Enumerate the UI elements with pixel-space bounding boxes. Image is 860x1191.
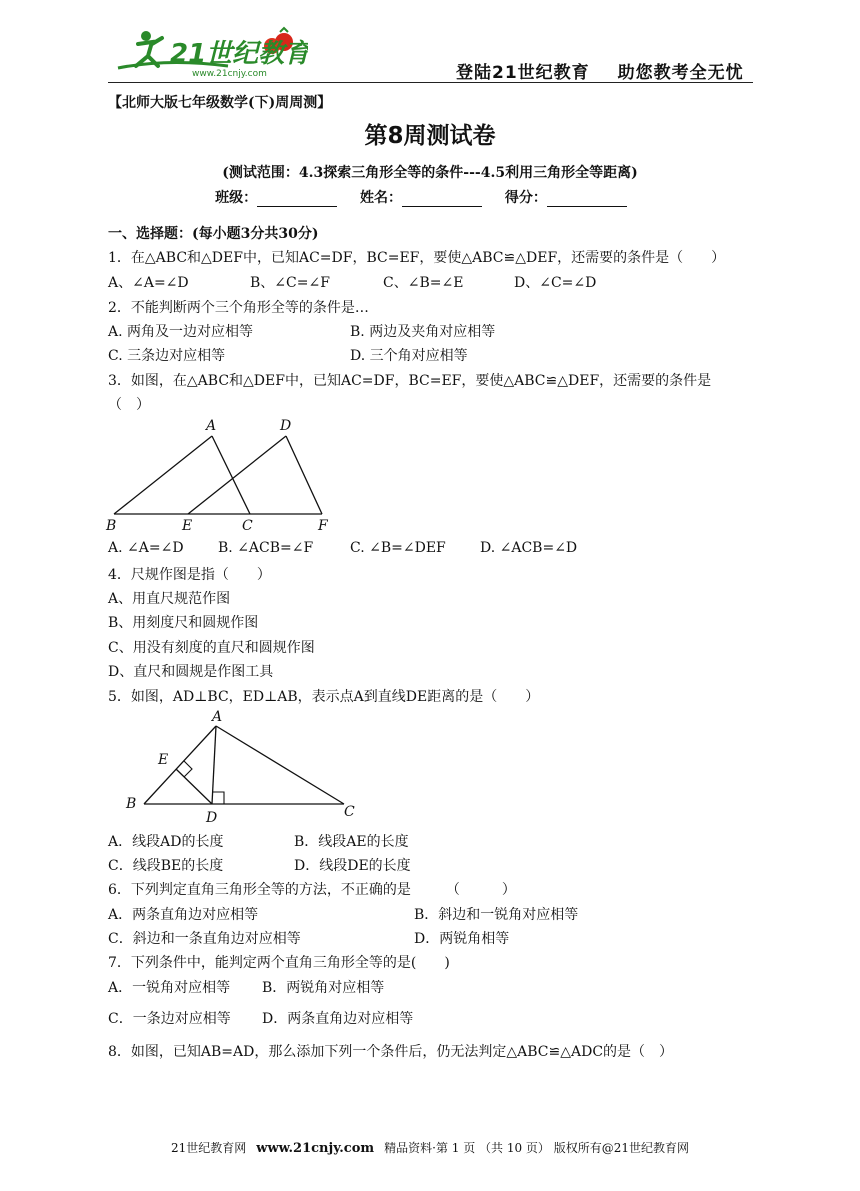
q5-option-d: D．线段DE的长度 (294, 858, 411, 874)
footer-left: 21世纪教育网 (170, 1141, 247, 1155)
q3-label-b: B (106, 518, 117, 534)
logo (108, 22, 308, 82)
q8-stem: 8．如图，已知AB=AD，那么添加下列一个条件后，仍无法判定△ABC≌△ADC的是（ ） (108, 1044, 674, 1060)
q1-stem: 1．在△ABC和△DEF中，已知AC=DF，BC=EF，要使△ABC≌△DEF，还需要的条件是（ ） (108, 250, 726, 266)
slogan-right: 助您教考全无忧 (617, 63, 744, 83)
q2-option-b: B. 两边及夹角对应相等 (350, 324, 496, 340)
name-blank[interactable] (402, 193, 482, 207)
class-blank[interactable] (257, 193, 337, 207)
q4-option-d: D、直尺和圆规是作图工具 (108, 664, 274, 680)
q1-option-b: B、∠C=∠F (250, 275, 330, 291)
q3-label-a: A (206, 418, 217, 434)
q3-option-d: D. ∠ACB=∠D (480, 540, 578, 556)
q6-option-c: C．斜边和一条直角边对应相等 (108, 931, 301, 947)
q3-label-d: D (280, 418, 292, 434)
page-title: 第8周测试卷 (364, 123, 496, 149)
header-slogan (456, 58, 744, 83)
q3-option-b: B. ∠ACB=∠F (218, 540, 314, 556)
q3-option-c: C. ∠B=∠DEF (350, 540, 446, 556)
score-label: 得分： (504, 190, 547, 206)
score-blank[interactable] (547, 193, 627, 207)
q5-label-e: E (158, 752, 169, 768)
q5-label-c: C (344, 804, 355, 820)
class-label: 班级： (215, 190, 258, 206)
q3-label-e: E (182, 518, 193, 534)
q2-option-c: C. 三条边对应相等 (108, 348, 226, 364)
section-heading: 一、选择题：(每小题3分共30分) (108, 226, 319, 242)
name-label: 姓名： (360, 190, 402, 206)
q7-stem: 7．下列条件中，能判定两个直角三角形全等的是( ) (108, 955, 450, 971)
q2-stem: 2．不能判断两个三个角形全等的条件是… (108, 300, 369, 316)
q5-stem: 5．如图，AD⊥BC，ED⊥AB，表示点A到直线DE距离的是（ ） (108, 689, 540, 705)
test-scope: (测试范围：4.3探索三角形全等的条件---4.5利用三角形全等距离) (222, 165, 638, 181)
q6-stem: 6．下列判定直角三角形全等的方法，不正确的是 （ ） (108, 882, 516, 898)
q5-figure (118, 706, 368, 826)
q4-stem: 4．尺规作图是指（ ） (108, 567, 271, 583)
footer-right: 精品资料·第 1 页 （共 10 页） 版权所有@21世纪教育网 (384, 1141, 690, 1155)
q1-option-c: C、∠B=∠E (383, 275, 464, 291)
logo-graphic (108, 22, 308, 82)
page-footer (0, 1139, 860, 1156)
series-label: 【北师大版七年级数学(下)周周测】 (108, 95, 332, 111)
q5-label-b: B (126, 796, 137, 812)
q5-option-a: A．线段AD的长度 (108, 834, 224, 850)
q3-figure (100, 414, 340, 536)
q5-option-c: C．线段BE的长度 (108, 858, 224, 874)
footer-site-link[interactable]: www.21cnjy.com (256, 1141, 375, 1156)
q4-option-c: C、用没有刻度的直尺和圆规作图 (108, 640, 315, 656)
q6-option-a: A．两条直角边对应相等 (108, 907, 259, 923)
q5-label-d: D (206, 810, 218, 826)
q7-option-b: B．两锐角对应相等 (262, 980, 385, 996)
q3-label-c: C (242, 518, 253, 534)
q3-label-f: F (318, 518, 328, 534)
q4-option-a: A、用直尺规范作图 (108, 591, 231, 607)
q6-option-d: D．两锐角相等 (414, 931, 510, 947)
q1-option-a: A、∠A=∠D (108, 275, 189, 291)
header-divider (108, 82, 753, 83)
q5-label-a: A (212, 709, 223, 725)
q5-option-b: B．线段AE的长度 (294, 834, 409, 850)
q7-option-a: A．一锐角对应相等 (108, 980, 231, 996)
logo-url: www.21cnjy.com (192, 69, 267, 79)
slogan-left: 登陆21世纪教育 (456, 63, 590, 83)
q1-option-d: D、∠C=∠D (514, 275, 597, 291)
q2-option-d: D. 三个角对应相等 (350, 348, 468, 364)
q6-option-b: B．斜边和一锐角对应相等 (414, 907, 579, 923)
student-info (0, 187, 860, 207)
logo-text: 21世纪教育 (170, 39, 308, 69)
q3-option-a: A. ∠A=∠D (108, 540, 184, 556)
q2-option-a: A. 两角及一边对应相等 (108, 324, 254, 340)
q3-stem-paren: （ ） (108, 397, 150, 413)
q4-option-b: B、用刻度尺和圆规作图 (108, 615, 259, 631)
q3-stem: 3．如图，在△ABC和△DEF中，已知AC=DF，BC=EF，要使△ABC≌△DEF，还需要的条件是 (108, 373, 712, 389)
q7-option-c: C．一条边对应相等 (108, 1011, 231, 1027)
q7-option-d: D．两条直角边对应相等 (262, 1011, 414, 1027)
